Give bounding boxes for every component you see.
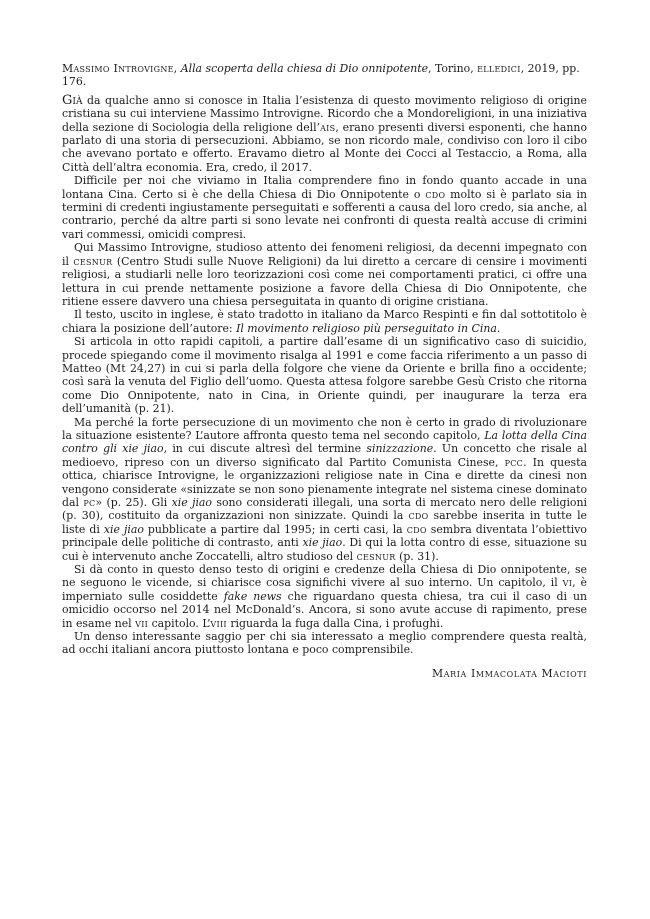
paragraph-text: capitolo. L’: [148, 616, 211, 630]
book-reference: Massimo Introvigne, Alla scoperta della chiesa di Dio onnipotente, Torino, elledici, 2019, pp. 176.: [62, 62, 580, 89]
reviewer-signature: Maria Immacolata Macioti: [432, 666, 587, 680]
acronym: cesnur: [73, 254, 113, 268]
acronym: pc: [83, 496, 96, 509]
paragraph-text: molto si è parlato sia in termini di credenti ingiustamente perseguitati e sofferenti a causa del loro credo, sia anche, al contrario, perché da altre parti si sono levate nei confronti di questa realtà accuse di crimini vari commessi, omicidi compresi.: [62, 187, 588, 241]
italic-text: La lotta della Cina contro gli xie jiao: [62, 428, 587, 456]
italic-text: Il movimento religioso più perseguitato in Cina: [236, 321, 497, 335]
acronym: ais: [320, 120, 336, 134]
roman-numeral: vi: [562, 576, 573, 590]
paragraph-6: [62, 416, 587, 563]
paragraph-4: [62, 308, 587, 335]
paragraph-text: da qualche anno si conosce in Italia l’esistenza di questo movimento religioso di origine cristiana su cui interviene Massimo Introvigne. Ricordo che a Mondoreligioni, in una iniziativa della sezione di Sociologia della religione dell’: [62, 93, 587, 134]
paragraph-text: riguarda la fuga dalla Cina, i profughi.: [226, 616, 444, 630]
roman-numeral: vii: [135, 616, 149, 630]
paragraph-text: . Di qui la lotta contro di esse, situazione su cui è intervenuto anche Zoccatelli, altro studioso del: [62, 536, 587, 563]
paragraph-text: Qui Massimo Introvigne, studioso attento dei fenomeni religiosi, da decenni impegnato con il: [62, 241, 587, 268]
paragraph-text: sarebbe inserita in tutte le liste di: [62, 509, 587, 536]
italic-text: xie jiao: [302, 536, 343, 550]
paragraph-text: , è imperniato sulle cosiddette: [62, 576, 588, 603]
paragraph-5: [62, 335, 587, 415]
paragraph-text: (Centro Studi sulle Nuove Religioni) da lui diretto a cercare di censire i movimenti religiosi, a studiarli nelle loro teorizzazioni così come nei comportamenti pratici, ci offre una lettura in cui prende nettamente posizione a favore della Chiesa di Dio Onnipotente, che ritiene essere davvero una chiesa perseguitata in quanto di origine cristiana.: [62, 254, 587, 308]
book-publication: , Torino,: [428, 62, 478, 75]
book-author: Massimo Introvigne: [62, 62, 174, 75]
italic-text: sinizzazione: [366, 442, 434, 456]
paragraph-7: [62, 563, 587, 630]
italic-text: xie jiao: [171, 496, 212, 509]
paragraph-text: sembra diventata l’obiettivo principale delle politiche di contrasto, anti: [62, 522, 587, 550]
book-title: Alla scoperta della chiesa di Dio onnipotente: [180, 62, 429, 75]
paragraph-text: .: [496, 321, 501, 335]
paragraph-text: Si dà conto in questo denso testo di origini e credenze della Chiesa di Dio onnipotente, se ne seguono le vicende, si chiarisce cosa significhi vivere al suo interno. Un capitolo, il: [62, 563, 587, 590]
paragraph-text: Difficile per noi che viviamo in Italia comprendere fino in fondo quanto accade in una lontana Cina. Certo si è che della Chiesa di Dio Onnipotente o: [62, 174, 587, 201]
paragraph-3: [62, 241, 587, 308]
book-year-pages: , 2019, pp. 176.: [62, 62, 580, 89]
italic-text: xie jiao: [103, 522, 144, 536]
acronym: cesnur: [356, 549, 396, 563]
drop-cap: Già: [62, 92, 83, 108]
paragraph-text: , in cui discute altresì del termine: [163, 442, 367, 456]
paragraph-text: » (p. 25). Gli: [95, 496, 172, 509]
paragraph-text: . Un concetto che risale al medioevo, ripreso con un diverso significato dal Partito Comunista Cinese,: [62, 442, 587, 469]
paragraph-8: [62, 630, 587, 657]
paragraph-text: Si articola in otto rapidi capitoli, a partire dall’esame di un significativo caso di suicidio, procede spiegando come il movimento risalga al 1991 e come faccia riferimento a un passo di Matteo (Mt 24,27) in cui si parla della folgore che viene da Oriente e brilla fino a occidente; così sarà la venuta del Figlio dell’uomo. Questa attesa folgore sarebbe Gesù Cristo che ritorna come Dio Onnipotente, nato in Cina, in Oriente quindi, per inaugurare la terza era dell’umanità (p. 21).: [62, 335, 587, 416]
roman-numeral: viii: [210, 616, 227, 630]
italic-text: fake news: [223, 589, 282, 603]
book-publisher: elledici: [477, 62, 521, 75]
paragraph-text: (p. 31).: [395, 549, 439, 563]
paragraph-text: . In questa ottica, chiarisce Introvigne, le organizzazioni religiose nate in Cina e dirette da cinesi non vengono considerate «sinizzate se non sono pienamente integrate nel sistema cinese dominato dal: [62, 455, 587, 509]
paragraph-2: [62, 174, 587, 241]
acronym: pcc: [504, 455, 524, 469]
acronym: cdo: [408, 509, 429, 523]
paragraph-text: Un denso interessante saggio per chi sia interessato a meglio comprendere questa realtà, ad occhi italiani ancora piuttosto lontana e poco comprensibile.: [62, 630, 587, 657]
paragraph-text: che riguardano questa chiesa, tra cui il caso di un omicidio occorso nel 2014 nel McDonald’s. Ancora, si sono avute accuse di rapimento, prese in esame nel: [62, 589, 587, 630]
paragraph-text: sono considerati illegali, una sorta di mercato nero delle religioni (p. 30), costituito da organizzazioni non sinizzate. Quindi la: [62, 496, 587, 523]
paragraph-text: pubblicate a partire dal 1995; in certi casi, la: [143, 522, 407, 536]
review-page: [62, 62, 587, 680]
acronym: cdo: [406, 522, 427, 536]
paragraph-text: , erano presenti diversi esponenti, che hanno parlato di una storia di persecuzioni. Abbiamo, se non ricordo male, condiviso con loro il cibo che avevano portato e offerto. Eravamo dietro al Monte dei Cocci al Testaccio, a Roma, alla Città dell’altra economia. Era, credo, il 2017.: [62, 120, 587, 174]
acronym: cdo: [425, 187, 446, 201]
paragraph-1: [62, 94, 587, 174]
paragraph-text: Il testo, uscito in inglese, è stato tradotto in italiano da Marco Respinti e fin dal sottotitolo è chiara la posizione dell’autore:: [62, 308, 587, 335]
paragraph-text: Ma perché la forte persecuzione di un movimento che non è certo in grado di rivoluzionare la situazione esistente? L’autore affronta questo tema nel secondo capitolo,: [62, 415, 587, 442]
